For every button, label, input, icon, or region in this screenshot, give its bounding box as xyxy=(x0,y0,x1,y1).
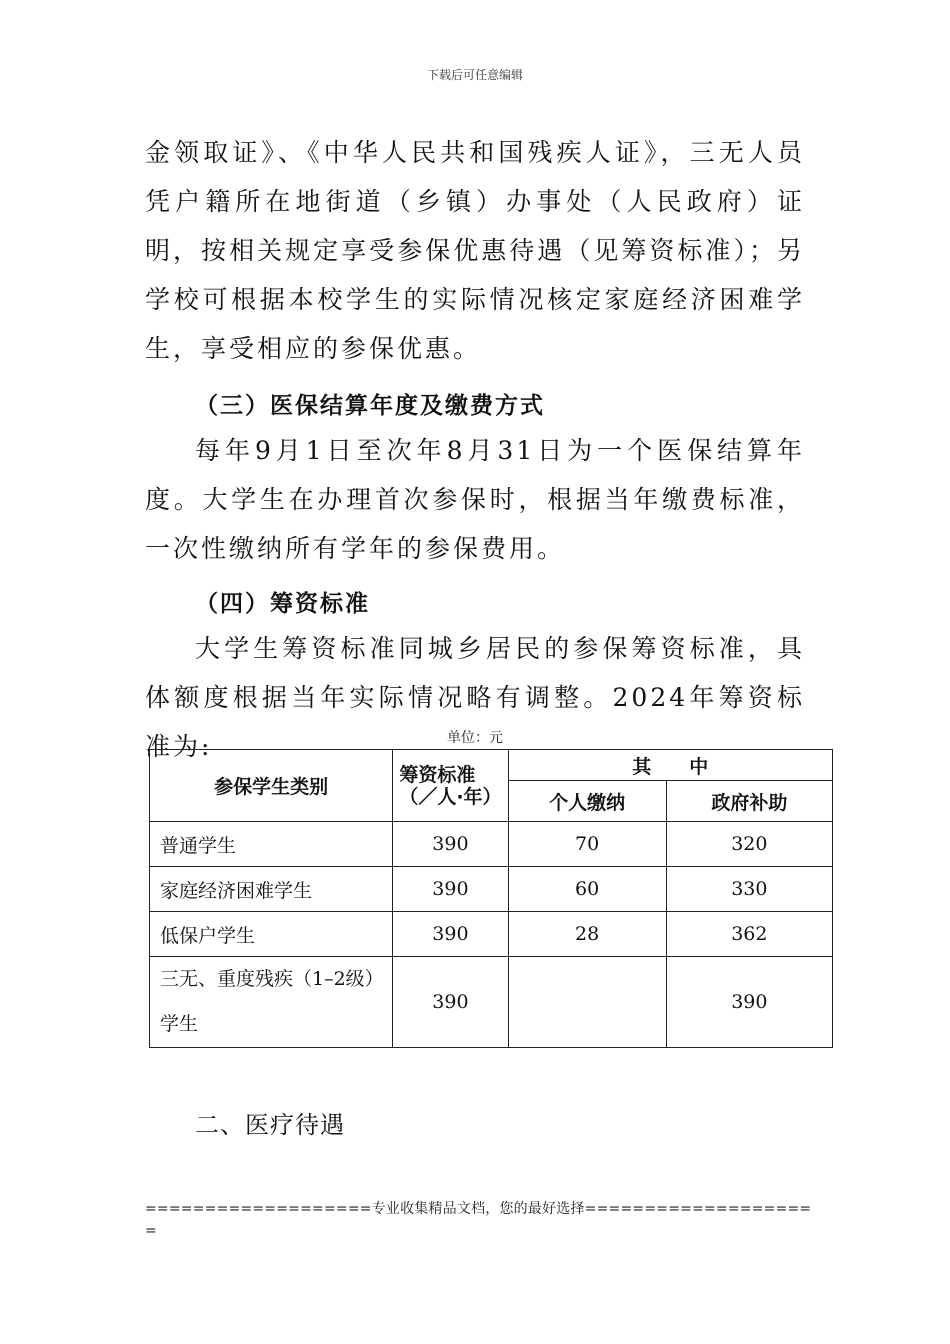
paragraph-settlement: 每年9月1日至次年8月31日为一个医保结算年度。大学生在办理首次参保时，根据当年缴费标准，一次性缴纳所有学年的参保费用。 xyxy=(145,436,805,563)
funding-table xyxy=(149,749,833,1048)
paragraph-funding: 大学生筹资标准同城乡居民的参保筹资标准，具体额度根据当年实际情况略有调整。2024年筹资标准为: xyxy=(145,634,805,761)
header-standard: 筹资标准（／人·年） xyxy=(393,750,508,822)
header-personal: 个人缴纳 xyxy=(508,781,666,822)
footer-banner: ===================专业收集精品文档，您的最好选择==================== xyxy=(145,1201,812,1239)
row-category: 低保户学生 xyxy=(150,912,393,957)
row-government: 330 xyxy=(666,867,832,912)
unit-label: 单位：元 xyxy=(447,730,503,746)
row-category: 普通学生 xyxy=(150,822,393,867)
table-row xyxy=(150,957,833,1048)
section-title-medical-benefits: 二、医疗待遇 xyxy=(195,1111,345,1139)
header-category: 参保学生类别 xyxy=(150,750,393,822)
row-government: 320 xyxy=(666,822,832,867)
header-government: 政府补助 xyxy=(666,781,832,822)
row-personal xyxy=(508,957,666,1048)
row-government: 390 xyxy=(666,957,832,1048)
row-standard: 390 xyxy=(393,867,508,912)
heading-settlement-year: （三）医保结算年度及缴费方式 xyxy=(195,393,545,419)
row-standard: 390 xyxy=(393,822,508,867)
table-row xyxy=(150,822,833,867)
table-row xyxy=(150,867,833,912)
row-standard: 390 xyxy=(393,912,508,957)
heading-funding-standard: （四）筹资标准 xyxy=(195,591,370,617)
row-category: 三无、重度残疾（1–2级）学生 xyxy=(150,957,393,1048)
row-personal: 28 xyxy=(508,912,666,957)
header-among: 其 中 xyxy=(508,750,833,781)
row-personal: 70 xyxy=(508,822,666,867)
row-government: 362 xyxy=(666,912,832,957)
paragraph-eligibility: 金领取证》、《中华人民共和国残疾人证》，三无人员凭户籍所在地街道（乡镇）办事处（人民政府）证明，按相关规定享受参保优惠待遇（见筹资标准）；另学校可根据本校学生的实际情况核定家庭经济困难学生，享受相应的参保优惠。 xyxy=(145,138,805,363)
row-standard: 390 xyxy=(393,957,508,1048)
row-personal: 60 xyxy=(508,867,666,912)
table-row xyxy=(150,912,833,957)
header-note: 下载后可任意编辑 xyxy=(426,68,523,82)
row-category: 家庭经济困难学生 xyxy=(150,867,393,912)
